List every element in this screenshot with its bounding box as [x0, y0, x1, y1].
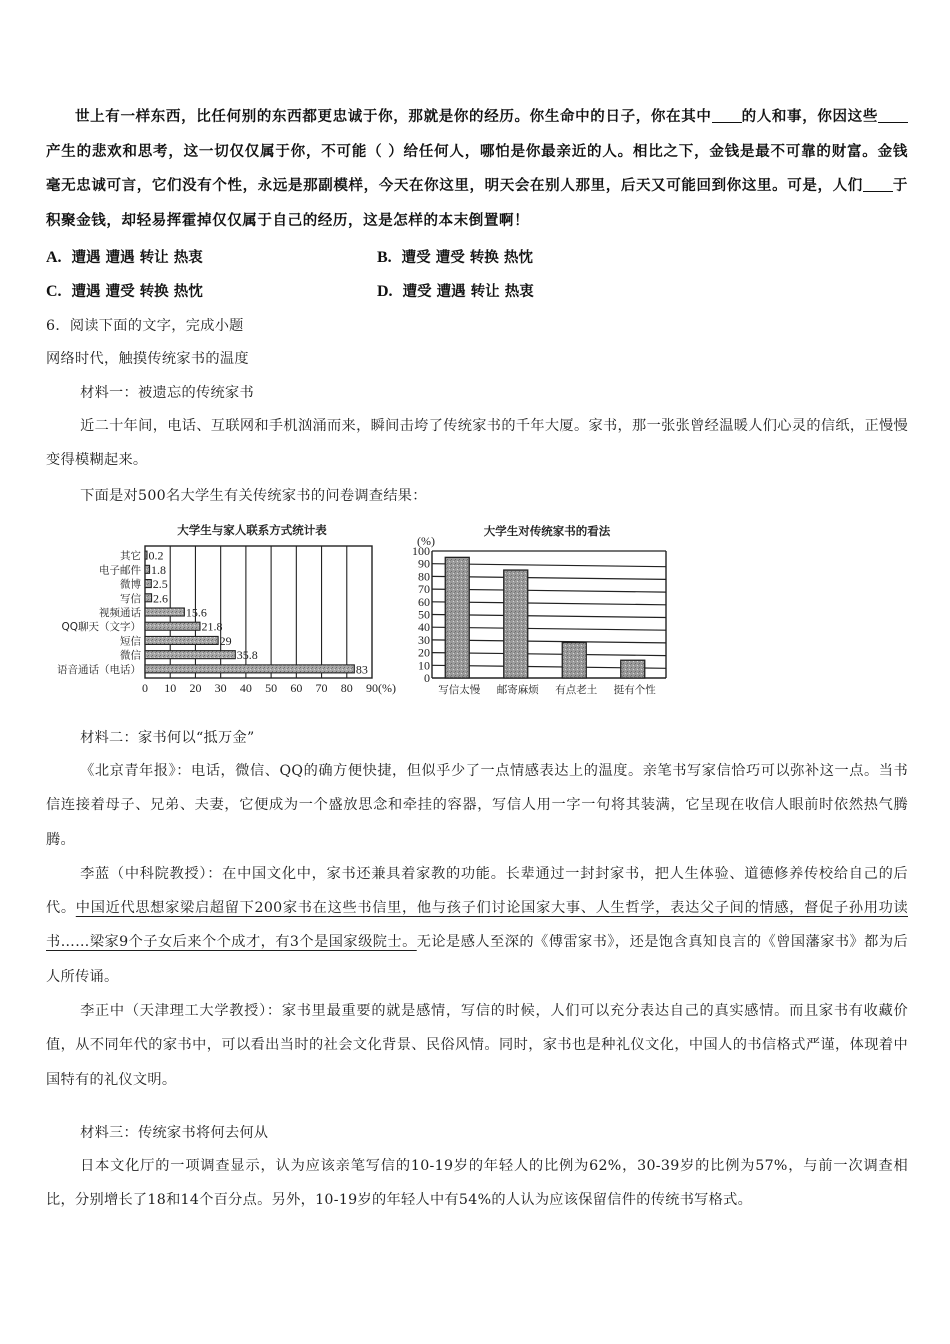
option-b[interactable]: [377, 246, 533, 267]
svg-text:40: 40: [418, 620, 430, 635]
material3: [46, 1121, 908, 1218]
material1-para1: 近二十年间，电话、互联网和手机汹涌而来，瞬间击垮了传统家书的千年大厦。家书，那一张张曾经温暖人们心灵的信纸，正慢慢变得模糊起来。: [46, 418, 908, 469]
material2-para2: [46, 857, 908, 994]
survey-intro: 下面是对500名大学生有关传统家书的问卷调查结果：: [80, 487, 427, 504]
svg-text:0.2: 0.2: [148, 548, 164, 563]
svg-text:30: 30: [214, 681, 227, 695]
svg-text:80: 80: [340, 681, 353, 695]
svg-text:90: 90: [418, 556, 430, 571]
passage-part-4: 于积聚金钱，却轻易挥霍掉仅仅属于自己的经历，这是怎样的本末倒置啊！: [46, 178, 908, 229]
option-text: 遭遇 遭受 转换 热忱: [71, 284, 203, 300]
passage-part-1: 世上有一样东西，比任何别的东西都更忠诚于你，那就是你的经历。你生命中的日子，你在其中: [75, 109, 712, 125]
option-text: 遭受 遭受 转换 热忱: [401, 250, 533, 266]
option-letter: B.: [377, 249, 392, 266]
svg-text:30: 30: [418, 632, 430, 647]
svg-text:90(%): 90(%): [366, 681, 396, 695]
svg-text:10: 10: [418, 658, 430, 673]
para2-before: 李蓝（中科院教授）：在中国文化中，家书还兼具着家教的功能。长辈通过一封封家书，把人生体验、道德修养传校给自己的后代。: [46, 865, 908, 917]
passage-part-2: 的人和事，你因这些: [741, 109, 878, 125]
bar-row: [120, 634, 232, 648]
svg-text:1.8: 1.8: [151, 562, 167, 577]
option-letter: D.: [377, 283, 393, 300]
svg-text:(%): (%): [417, 534, 435, 548]
svg-text:15.6: 15.6: [185, 605, 207, 620]
bar-row: [120, 577, 168, 591]
svg-text:70: 70: [418, 582, 430, 597]
passage-part-3: 产生的悲欢和思考，这一切仅仅属于你，不可能（ ）给任何人，哪怕是你最亲近的人。相比之下，金钱是最不可靠的财富。金钱毫无忠诚可言，它们没有个性，永远是那副模样，今天在你这里，明天会在别人那里，后天又可能回到你这里。可是，人们: [46, 143, 908, 194]
material2-para1: 《北京青年报》：电话，微信、QQ的确方便快捷，但似乎少了一点情感表达上的温度。亲笔书写家信恰巧可以弥补这一点。当书信连接着母子、兄弟、夫妻，它便成为一个盛放思念和牵挂的容器，写信人用一字一句将其装满，它呈现在收信人眼前时依然热气腾腾。: [46, 763, 908, 848]
svg-text:60: 60: [418, 594, 430, 609]
material3-heading: 材料三：传统家书将何去何从: [80, 1125, 269, 1141]
svg-text:视频通话: 视频通话: [99, 607, 141, 619]
blank-1: [712, 108, 742, 123]
material1-heading: 材料一：被遗忘的传统家书: [80, 385, 254, 401]
q6-number-line: 6．阅读下面的文字，完成小题: [46, 318, 244, 334]
svg-text:QQ聊天（文字）: QQ聊天（文字）: [61, 621, 141, 634]
svg-text:0: 0: [142, 681, 148, 695]
q6-header: [46, 314, 908, 508]
svg-text:语音通话（电话）: 语音通话（电话）: [57, 663, 141, 676]
svg-text:83: 83: [355, 662, 368, 677]
svg-text:50: 50: [265, 681, 278, 695]
bar-column: [438, 557, 480, 696]
blank-3: [863, 177, 893, 192]
svg-text:挺有个性: 挺有个性: [613, 684, 656, 696]
svg-text:60: 60: [290, 681, 303, 695]
contact-methods-chart: [40, 515, 400, 700]
svg-text:微信: 微信: [120, 649, 141, 662]
svg-text:50: 50: [418, 607, 430, 622]
svg-text:短信: 短信: [120, 635, 141, 648]
svg-text:微博: 微博: [120, 578, 141, 591]
bar-column: [555, 642, 597, 696]
bar-column: [497, 570, 539, 696]
option-text: 遭受 遭遇 转让 热衷: [402, 284, 534, 300]
para2-after: 无论是感人至深的《傅雷家书》，还是饱含真知良言的《曾国藩家书》都为后人所传诵。: [46, 934, 908, 985]
svg-text:写信太慢: 写信太慢: [438, 684, 481, 696]
svg-text:2.6: 2.6: [153, 591, 169, 606]
svg-text:35.8: 35.8: [236, 648, 258, 663]
svg-text:2.5: 2.5: [152, 577, 168, 592]
bar-row: [99, 606, 207, 620]
option-letter: A.: [46, 249, 62, 266]
letter-opinion-chart: [395, 515, 685, 705]
chart-title: 大学生与家人联系方式统计表: [177, 523, 327, 537]
svg-text:40: 40: [239, 681, 252, 695]
svg-text:20: 20: [418, 645, 430, 660]
svg-text:70: 70: [315, 681, 328, 695]
option-letter: C.: [46, 283, 62, 300]
svg-text:电子邮件: 电子邮件: [99, 564, 141, 577]
material2-heading: 材料二：家书何以“抵万金”: [80, 730, 255, 746]
q5-passage: [46, 100, 908, 238]
options-row-1: [46, 246, 908, 270]
option-d[interactable]: [377, 280, 534, 301]
svg-text:其它: 其它: [120, 550, 141, 563]
svg-text:10: 10: [164, 681, 177, 695]
options-row-2: [46, 280, 908, 304]
option-c[interactable]: [46, 280, 203, 301]
svg-text:有点老土: 有点老土: [555, 684, 598, 696]
q6-title: 网络时代，触摸传统家书的温度: [46, 351, 249, 367]
svg-text:21.8: 21.8: [201, 619, 223, 634]
bar-row: [61, 620, 222, 634]
svg-text:0: 0: [424, 671, 430, 685]
svg-text:29: 29: [219, 633, 232, 648]
chart-title: 大学生对传统家书的看法: [483, 524, 611, 538]
para2-underlined: 中国近代思想家梁启超留下200家书在这些书信里，他与孩子们讨论国家大事、人生哲学，表达父子间的情感，督促子孙用功读书……梁家9个子女后来个个成才，有3个是国家级院士。: [46, 900, 908, 951]
svg-text:100: 100: [412, 544, 430, 558]
option-text: 遭遇 遭遇 转让 热衷: [71, 250, 203, 266]
svg-text:写信: 写信: [120, 592, 141, 605]
blank-2: [878, 108, 908, 123]
material3-para1: 日本文化厅的一项调查显示，认为应该亲笔写信的10-19岁的年轻人的比例为62%，30-39岁的比例为57%，与前一次调查相比，分别增长了18和14个百分点。另外，10-19岁的年轻人中有54%的人认为应该保留信件的传统书写格式。: [46, 1158, 908, 1209]
bar-row: [99, 563, 166, 577]
svg-text:80: 80: [418, 569, 430, 584]
material2-para3: 李正中（天津理工大学教授）：家书里最重要的就是感情，写信的时候，人们可以充分表达自己的真实感情。而且家书有收藏价值，从不同年代的家书中，可以看出当时的社会文化背景、民俗风情。同时，家书也是种礼仪文化，中国人的书信格式严谨，体现着中国特有的礼仪文明。: [46, 1003, 908, 1088]
svg-text:邮寄麻烦: 邮寄麻烦: [496, 684, 539, 696]
bar-row: [120, 591, 168, 605]
option-a[interactable]: [46, 246, 203, 267]
bar-row: [120, 648, 258, 662]
material2: [46, 726, 908, 1097]
bar-row: [120, 549, 164, 563]
svg-text:20: 20: [189, 681, 202, 695]
